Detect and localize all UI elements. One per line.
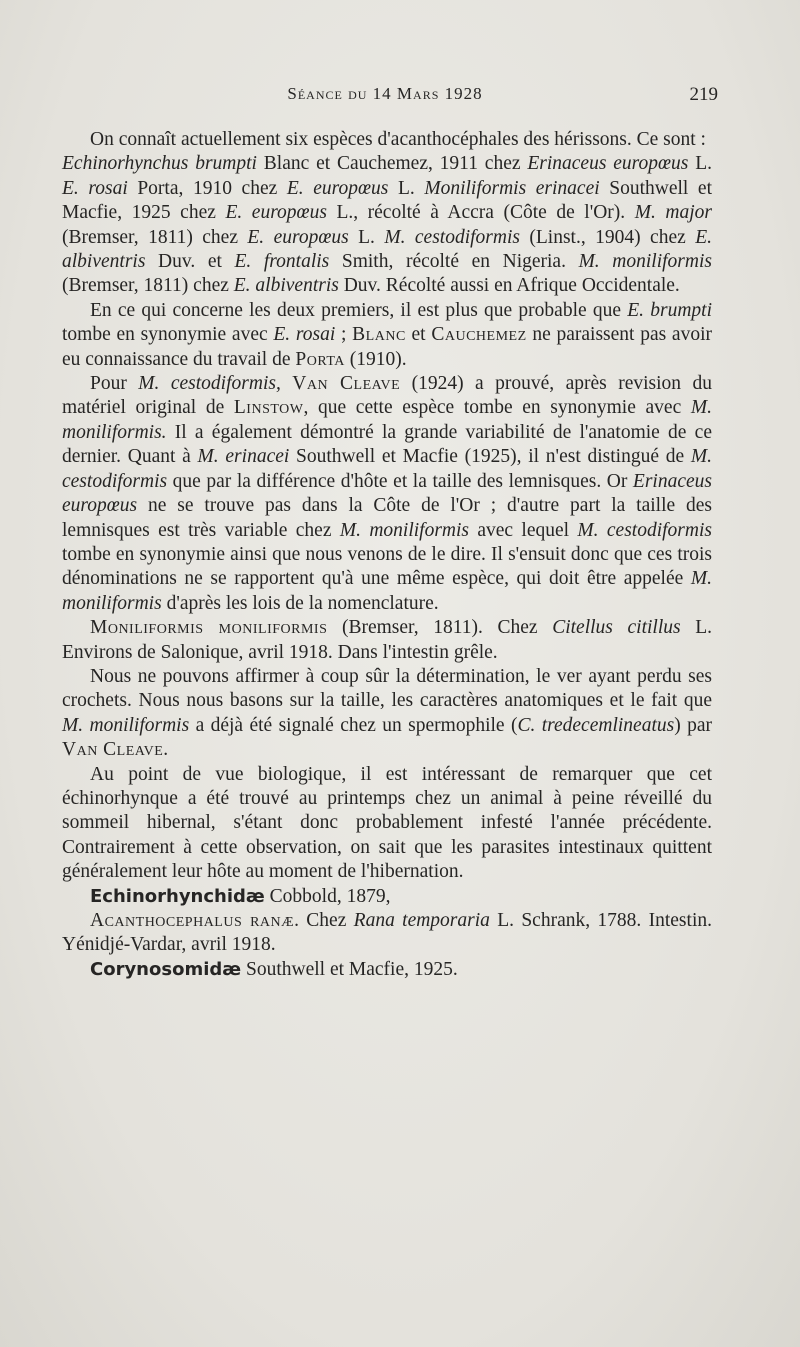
text-span: (Bremser, 1811) chez [62,226,248,248]
italic-span: M. cestodiformis [384,226,520,248]
italic-span: E. europœus [286,177,389,199]
text-span: L., récolté à Accra (Côte de l'Or). [326,202,635,224]
text-span: Southwell et Macfie, 1925. [241,958,458,980]
italic-span: E. albiventris [62,226,712,273]
italic-span: E. frontalis [234,251,330,273]
paragraph-acanthocephalus-ranae [62,909,712,958]
text-span: Duv. et [145,251,235,273]
small-caps-name: Cauchemez [431,324,527,346]
text-span: (Bremser, 1811) chez [62,275,234,297]
paragraph-species-list [62,152,712,298]
text-span: . [163,739,169,761]
text-span: ) par [674,714,712,736]
italic-span: M. cestodiformis, [138,373,281,395]
text-span: Pour [90,373,139,395]
text-span: , que cette espèce tombe en synonymie avec [303,397,691,419]
running-head: Séance du 14 Mars 1928 [287,84,483,103]
italic-span: Echinorhynchus brumpti [62,153,257,175]
text-span: L. [348,226,385,248]
paragraph-family-echinorhynchidae [62,885,712,909]
small-caps-name: Acanthocephalus ranæ [90,910,295,931]
body-text [62,128,712,982]
italic-span: E. europœus [247,226,349,248]
paragraph-family-corynosomidae [62,958,712,982]
family-name-bold: Corynosomidæ [90,958,242,980]
italic-span: Erinaceus europœus [62,470,712,517]
paragraph-synonymy-brumpti [62,299,712,372]
page-header [60,84,718,112]
italic-span: M. erinacei [197,446,290,468]
small-caps-name: Van Cleave [292,373,401,395]
italic-span: M. moniliformis [339,519,469,541]
text-span: On connaît actuellement six espèces d'acanthocéphales des hérissons. Ce sont : [90,129,706,150]
text-span: que par la différence d'hôte et la taille des lemnisques. Or [167,470,633,492]
italic-span: Erinaceus europœus [527,153,689,175]
text-span: ; [335,324,353,346]
italic-span: E. brumpti [627,299,713,321]
small-caps-name: Moniliformis moniliformis [90,617,328,639]
text-span: ne paraissent pas avoir eu connaissance du travail de [62,324,712,370]
text-span: Southwell et Macfie, 1925 chez [62,177,712,224]
text-span: avec lequel [469,519,578,541]
text-span: et [405,324,432,346]
text-span: L. [388,177,425,199]
italic-span: M. cestodiformis [62,446,712,492]
small-caps-name: Blanc [352,324,406,346]
italic-span: C. tredecemlineatus [517,714,675,736]
text-span: (1910). [344,348,407,370]
italic-span: M. moniliformis [62,568,712,614]
italic-span: E. rosai [62,177,128,199]
italic-span: Rana temporaria [353,910,490,931]
text-span: (Linst., 1904) chez [519,226,696,248]
italic-span: M. cestodiformis [577,519,712,541]
paragraph-biology [62,763,712,885]
italic-span: M. moniliformis [578,251,712,273]
text-span: a déjà été signalé chez un spermophile ( [189,714,518,736]
text-span: En ce qui concerne les deux premiers, il est plus que probable que [90,299,628,321]
text-span: . Chez [294,910,354,931]
text-span: (1924) a prouvé, après revision du matériel original de [62,373,712,419]
text-span: Nous ne pouvons affirmer à coup sûr la détermination, le ver ayant perdu ses crochets. Nous nous basons sur la taille, les caractères anatomiques et le fait que [62,665,712,712]
italic-span: M. major [634,202,712,224]
text-span: Southwell et Macfie (1925), il n'est distingué de [289,446,691,468]
italic-span: Moniliformis erinacei [424,177,600,199]
italic-span: E. rosai [273,324,336,346]
text-span: Cobbold, 1879, [264,885,391,907]
text-span: Porta, 1910 chez [127,177,287,199]
italic-span: E. europœus [225,202,327,224]
text-span: (Bremser, 1811). Chez [327,617,553,639]
paragraph-intro [62,128,712,152]
italic-span: Citellus citillus [552,617,681,639]
text-span: Il a également démontré la grande variabilité de l'anatomie de ce dernier. Quant à [62,421,712,468]
text-span: Duv. Récolté aussi en Afrique Occidentale. [338,275,680,297]
italic-span: E. albiventris [233,275,339,297]
text-span: L. Environs de Salonique, avril 1918. Dans l'intestin grêle. [62,617,712,663]
text-span: Au point de vue biologique, il est intéressant de remarquer que cet échinorhynque a été trouvé au printemps chez un animal à peine réveillé du sommeil hibernal, s'étant donc probablement infesté l'année précédente. Contrairement à cette observation, on sait que les parasites intestinaux quittent généralement leur hôte au moment de l'hibernation. [62,763,712,883]
text-span: Blanc et Cauchemez, 1911 chez [256,153,528,175]
italic-span: M. moniliformis. [62,397,713,443]
text-span: tombe en synonymie avec [62,324,274,346]
text-span [281,373,292,394]
paragraph-determination [62,665,712,763]
text-span: L. [688,153,712,175]
text-span: Smith, récolté en Nigeria. [329,251,579,273]
text-span: d'après les lois de la nomenclature. [161,592,439,614]
paragraph-moniliformis-record [62,616,712,665]
italic-span: M. moniliformis [62,714,190,736]
text-span: L. Schrank, 1788. Intestin. Yénidjé-Vardar, avril 1918. [62,910,712,956]
text-span: tombe en synonymie ainsi que nous venons de le dire. Il s'ensuit donc que ces trois dénominations ne se rapportent qu'à une même espèce, qui doit être appelée [62,543,712,590]
small-caps-name: Linstow [233,397,304,419]
small-caps-name: Van Cleave [62,739,164,761]
small-caps-name: Porta [295,348,345,370]
paragraph-cestodiformis [62,372,712,616]
family-name-bold: Echinorhynchidæ [90,885,265,907]
text-span: ne se trouve pas dans la Côte de l'Or ; d'autre part la taille des lemnisques est très variable chez [62,495,712,541]
page-number: 219 [689,84,718,105]
